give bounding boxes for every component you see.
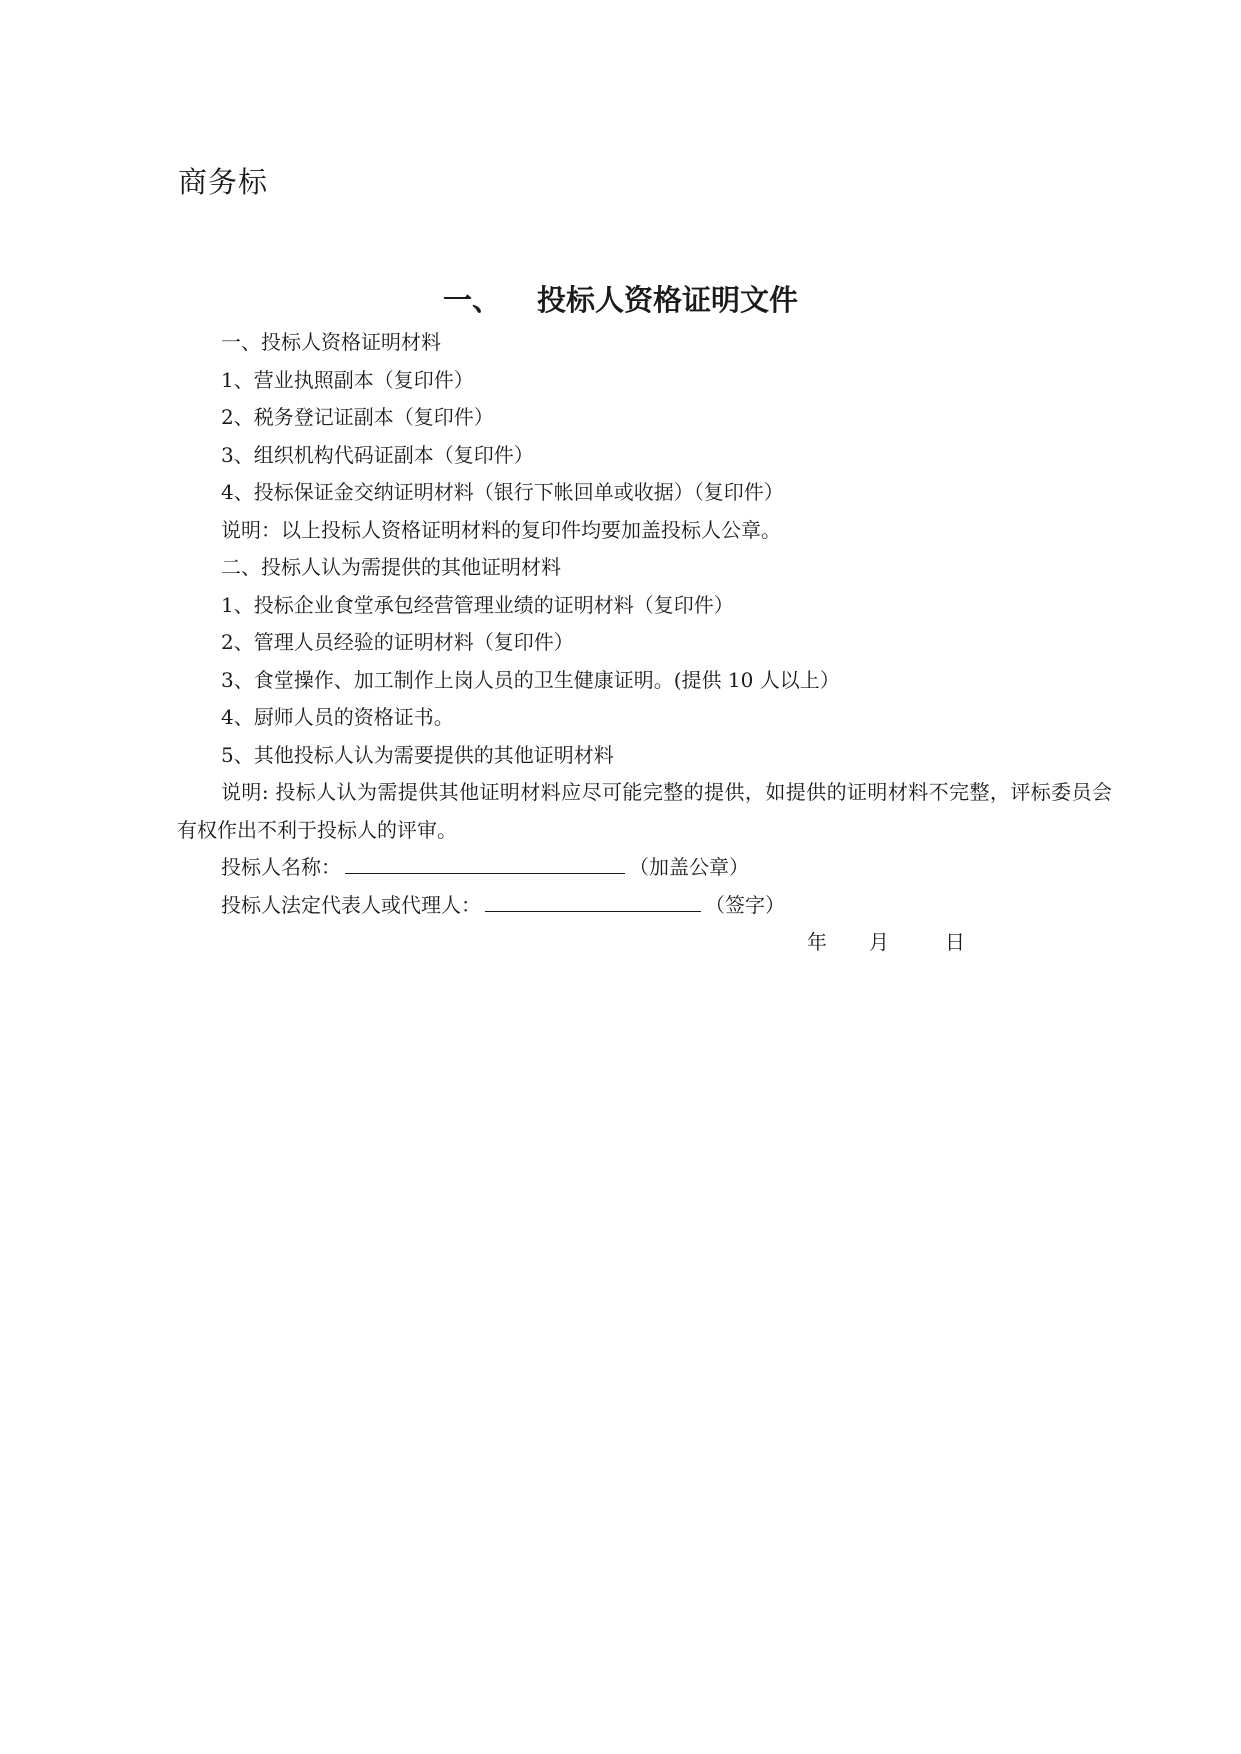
document-body (177, 324, 1112, 962)
section1-item: 3、组织机构代码证副本（复印件） (221, 442, 534, 467)
section2-heading: 二、投标人认为需提供的其他证明材料 (221, 555, 561, 579)
representative-blank[interactable] (485, 889, 701, 912)
representative-row (177, 887, 1112, 925)
representative-label: 投标人法定代表人或代理人： (221, 892, 481, 917)
section2-item: 1、投标企业食堂承包经营管理业绩的证明材料（复印件） (221, 592, 734, 617)
section1-heading: 一、投标人资格证明材料 (221, 330, 441, 354)
date-row (177, 924, 1112, 962)
date-day: 日 (945, 930, 965, 954)
section1-item: 4、投标保证金交纳证明材料（银行下帐回单或收据）（复印件） (221, 480, 784, 504)
title-text: 投标人资格证明文件 (537, 283, 799, 317)
section1-item: 2、税务登记证副本（复印件） (221, 405, 494, 429)
section2-item: 2、管理人员经验的证明材料（复印件） (221, 630, 574, 654)
date-year: 年 (807, 930, 827, 954)
document-title (0, 282, 1241, 318)
section2-item: 3、食堂操作、加工制作上岗人员的卫生健康证明。(提供 10 人以上） (221, 667, 840, 692)
title-number: 一、 (442, 283, 501, 317)
bidder-name-label: 投标人名称： (221, 855, 341, 879)
representative-suffix: （签字） (705, 892, 785, 917)
bidder-name-suffix: （加盖公章） (629, 855, 749, 879)
section1-note: 说明：以上投标人资格证明材料的复印件均要加盖投标人公章。 (221, 517, 781, 542)
bidder-name-blank[interactable] (345, 851, 625, 874)
document-header-label: 商务标 (178, 165, 269, 199)
date-month: 月 (869, 930, 889, 954)
section2-note: 说明: 投标人认为需提供其他证明材料应尽可能完整的提供，如提供的证明材料不完整，评标委员会有权作出不利于投标人的评审。 (177, 780, 1112, 842)
bidder-name-row (177, 849, 1112, 887)
section2-item: 4、厨师人员的资格证书。 (221, 705, 454, 729)
section2-item: 5、其他投标人认为需要提供的其他证明材料 (221, 742, 614, 767)
section1-item: 1、营业执照副本（复印件） (221, 367, 474, 392)
